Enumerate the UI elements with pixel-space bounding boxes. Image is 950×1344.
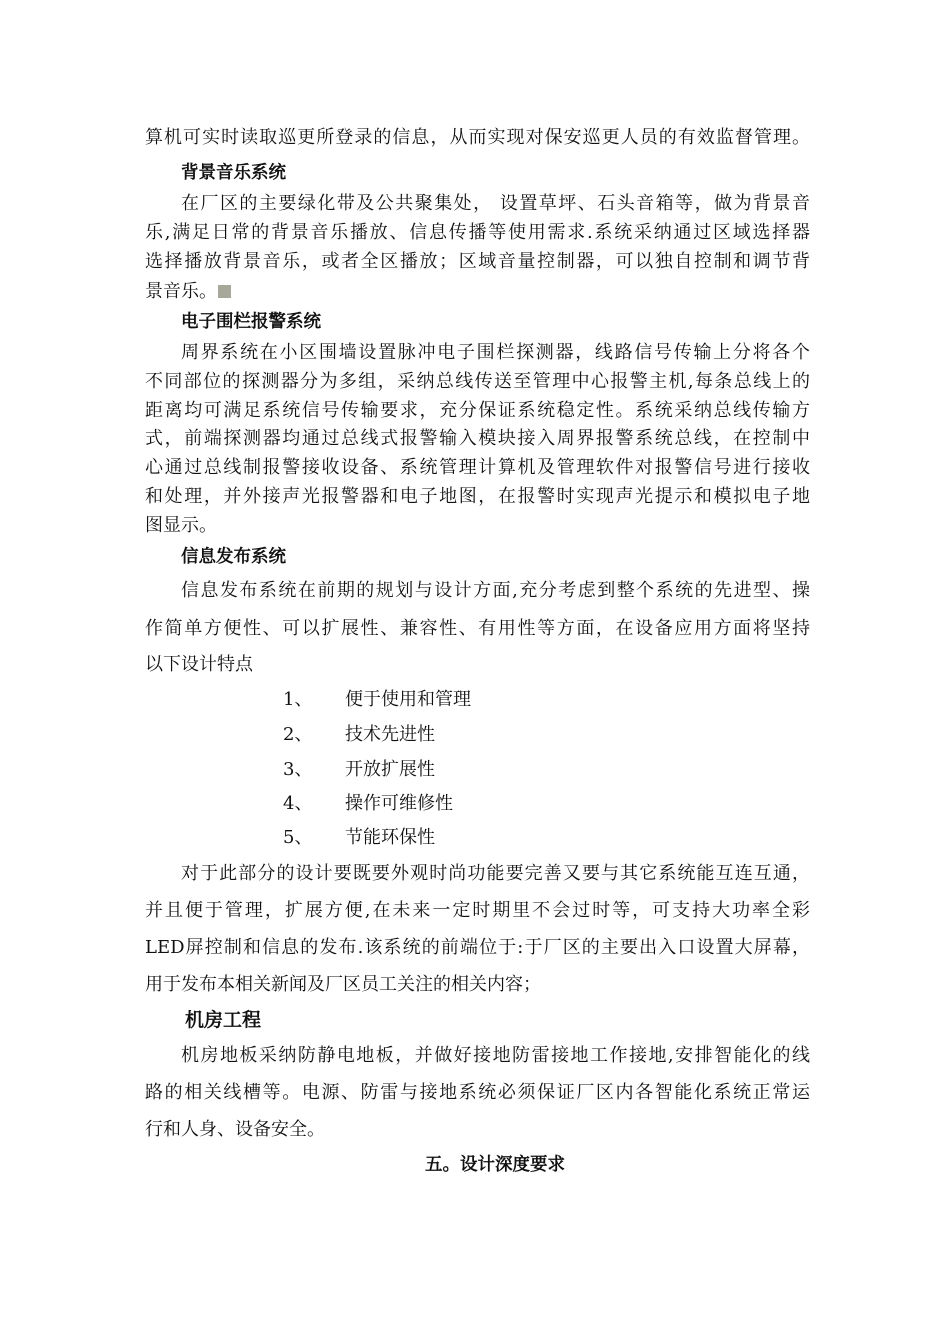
- paragraph-line: 图显示。: [145, 515, 217, 536]
- list-item-number: 1、: [283, 689, 313, 710]
- paragraph-line: 在厂区的主要绿化带及公共聚集处， 设置草坪、石头音箱等，做为背景音: [181, 193, 810, 214]
- paragraph-line: 信息发布系统在前期的规划与设计方面,充分考虑到整个系统的先进型、操: [181, 580, 810, 601]
- list-item: 技术先进性: [345, 724, 435, 745]
- list-item: 操作可维修性: [345, 793, 453, 814]
- paragraph-line: 不同部位的探测器分为多组，采纳总线传送至管理中心报警主机,每条总线上的: [145, 371, 810, 392]
- paragraph-line: 行和人身、设备安全。: [145, 1119, 325, 1140]
- section-heading-information-release: 信息发布系统: [181, 547, 286, 567]
- section-heading-machine-room: 机房工程: [185, 1009, 262, 1031]
- list-item: 节能环保性: [345, 827, 435, 848]
- list-item-number: 3、: [283, 759, 313, 780]
- paragraph-line: 机房地板采纳防静电地板，并做好接地防雷接地工作接地,安排智能化的线: [181, 1045, 810, 1066]
- chapter-heading: 五。设计深度要求: [425, 1155, 565, 1175]
- paragraph-line: 以下设计特点: [145, 654, 253, 675]
- paragraph-line: 距离均可满足系统信号传输要求，充分保证系统稳定性。系统采纳总线传输方: [145, 400, 810, 421]
- paragraph-line: 式，前端探测器均通过总线式报警输入模块接入周界报警系统总线，在控制中: [145, 428, 810, 449]
- list-item: 便于使用和管理: [345, 689, 471, 710]
- list-item-number: 4、: [283, 793, 313, 814]
- paragraph-text: 景音乐。: [145, 281, 217, 302]
- section-heading-background-music: 背景音乐系统: [181, 163, 286, 183]
- list-item: 开放扩展性: [345, 759, 435, 780]
- section-heading-electronic-fence: 电子围栏报警系统: [181, 312, 321, 332]
- paragraph-line: 对于此部分的设计要既要外观时尚功能要完善又要与其它系统能互连互通，: [181, 863, 810, 884]
- text-cursor-marker: [218, 285, 231, 298]
- paragraph-line: 选择播放背景音乐，或者全区播放；区域音量控制器，可以独自控制和调节背: [145, 251, 810, 272]
- paragraph-line: 作简单方便性、可以扩展性、兼容性、有用性等方面，在设备应用方面将坚持: [145, 618, 810, 639]
- paragraph-line: 路的相关线槽等。电源、防雷与接地系统必须保证厂区内各智能化系统正常运: [145, 1082, 810, 1103]
- list-item-number: 5、: [283, 827, 313, 848]
- paragraph-line: 周界系统在小区围墙设置脉冲电子围栏探测器，线路信号传输上分将各个: [181, 342, 810, 363]
- paragraph-line: 乐,满足日常的背景音乐播放、信息传播等使用需求.系统采纳通过区域选择器: [145, 222, 810, 243]
- paragraph-line: [145, 280, 810, 304]
- list-item-number: 2、: [283, 724, 313, 745]
- paragraph-line: 心通过总线制报警接收设备、系统管理计算机及管理软件对报警信号进行接收: [145, 457, 810, 478]
- paragraph-line: 用于发布本相关新闻及厂区员工关注的相关内容；: [145, 974, 541, 995]
- paragraph-line: 算机可实时读取巡更所登录的信息，从而实现对保安巡更人员的有效监督管理。: [145, 127, 810, 148]
- paragraph-line: 并且便于管理，扩展方便,在未来一定时期里不会过时等，可支持大功率全彩: [145, 900, 810, 921]
- paragraph-line: LED屏控制和信息的发布.该系统的前端位于:于厂区的主要出入口设置大屏幕，: [145, 937, 810, 958]
- paragraph-line: 和处理，并外接声光报警器和电子地图，在报警时实现声光提示和模拟电子地: [145, 486, 810, 507]
